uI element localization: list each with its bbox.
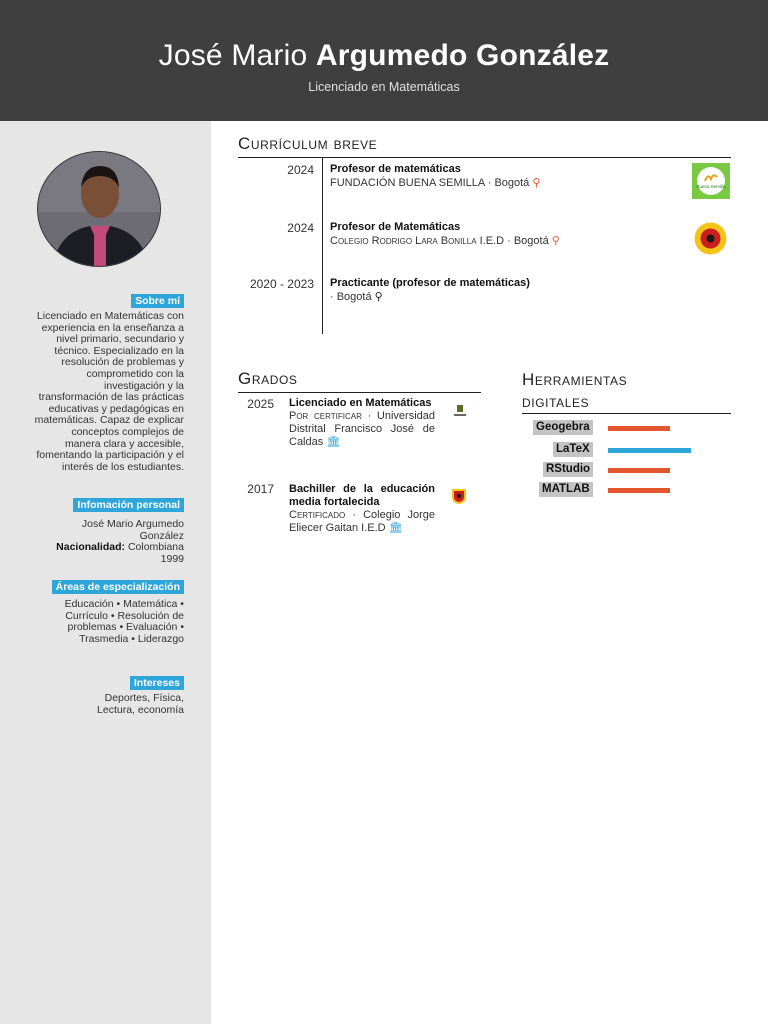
institution-icon: 🏛 — [326, 436, 341, 448]
cv-entry-org: FUNDACIÓN BUENA SEMILLA — [330, 177, 485, 189]
tool-level-bar — [608, 488, 670, 493]
about-text: Licenciado en Matemáticas con experiencia en la enseñanza a nivel primario, secundario y técnico. Especializado en la resolución de problemas y comprometido con la investigación y la transformación de las prácticas educativas y pedagógicas en matemáticas. Capaz de explicar conceptos complejos de manera clara y accesible, fomentando la participación y el interés de los estudiantes. — [34, 310, 184, 473]
grade-status: Por certificar — [289, 410, 362, 422]
buena-semilla-logo — [692, 163, 730, 203]
cv-entry-subline — [330, 234, 560, 247]
about-section — [34, 294, 184, 473]
cv-entry-title: Profesor de matemáticas — [330, 163, 461, 175]
cv-timeline-line — [322, 157, 323, 334]
tools-title — [522, 369, 627, 413]
location-pin-icon: ⚲ — [532, 177, 541, 189]
universidad-distrital-logo — [452, 403, 468, 422]
grade-institution: · Universidad Distrital Francisco José de Caldas — [289, 410, 435, 448]
colegio-rodrigo-lara-logo — [693, 221, 728, 260]
tools-title-line1: Herramientas — [522, 370, 628, 389]
profession-subtitle: Licenciado en Matemáticas — [308, 80, 460, 94]
cv-entry-place: · Bogotá — [487, 177, 530, 189]
grade-title: Licenciado en Matemáticas — [289, 397, 432, 409]
nationality-label: Nacionalidad: — [56, 541, 126, 554]
first-name: José Mario — [158, 39, 308, 72]
grade-institution: · Colegio Jorge Eliecer Gaitan I.E.D — [289, 509, 435, 534]
grades-rule — [238, 392, 481, 393]
tool-label: Geogebra — [533, 420, 593, 435]
colegio-jorge-eliecer-gaitan-logo — [450, 487, 468, 509]
last-name: Argumedo González — [315, 39, 610, 72]
grade-entry — [289, 397, 435, 449]
logo-text: Buena Semilla — [696, 184, 726, 189]
tool-level-bar — [608, 468, 670, 473]
areas-section — [34, 580, 184, 645]
cv-entry-subline — [330, 290, 383, 303]
interests-section — [34, 676, 184, 716]
grades-title: Grados — [238, 369, 298, 388]
cv-entry-org: Colegio Rodrigo Lara Bonilla I.E.D — [330, 235, 505, 247]
interests-text: Deportes, Física, Lectura, economía — [97, 692, 184, 716]
cv-entry-date: 2020 - 2023 — [249, 277, 314, 291]
tools-title-line2: digitales — [522, 392, 590, 411]
grade-year: 2025 — [247, 397, 274, 411]
about-title: Sobre mí — [131, 294, 184, 308]
cv-rule — [238, 157, 731, 158]
header-banner — [0, 0, 768, 121]
cv-entry-place: · Bogotá — [330, 291, 372, 303]
nationality-value: Colombiana — [127, 541, 184, 554]
cv-title: Currículum breve — [238, 134, 378, 153]
tool-level-bar — [608, 448, 691, 453]
location-pin-icon: ⚲ — [374, 291, 383, 303]
tools-rule — [522, 413, 731, 414]
location-pin-icon: ⚲ — [551, 235, 560, 247]
cv-entry-subline — [330, 176, 540, 189]
tool-label: MATLAB — [539, 482, 593, 497]
interests-title: Intereses — [130, 676, 184, 690]
institution-icon: 🏛 — [388, 522, 403, 534]
grade-title: Bachiller de la educación media fortalecida — [289, 483, 435, 508]
cv-entry-date: 2024 — [287, 163, 314, 177]
tool-label: RStudio — [543, 462, 593, 477]
personal-info-title: Infomación personal — [73, 498, 184, 512]
full-name — [0, 38, 768, 74]
cv-entry-place: · Bogotá — [507, 235, 549, 247]
person-silhouette-icon — [38, 152, 161, 267]
areas-text: Educación • Matemática • Currículo • Resolución de problemas • Evaluación • Trasmedia • Liderazgo — [64, 598, 184, 645]
grade-status: Certificado — [289, 509, 346, 521]
grade-year: 2017 — [247, 482, 274, 496]
personal-info-section — [34, 498, 184, 565]
areas-title: Áreas de especialización — [52, 580, 184, 594]
cv-entry-title: Profesor de Matemáticas — [330, 221, 461, 233]
cv-entry-title: Practicante (profesor de matemáticas) — [330, 277, 530, 289]
tool-label: LaTeX — [553, 442, 593, 457]
cv-entry-date: 2024 — [287, 221, 314, 235]
birth-year: 1999 — [160, 552, 184, 565]
grade-entry — [289, 483, 435, 535]
tool-level-bar — [608, 426, 670, 431]
profile-photo — [37, 151, 161, 267]
personal-name: José Mario Argumedo González — [81, 518, 184, 542]
